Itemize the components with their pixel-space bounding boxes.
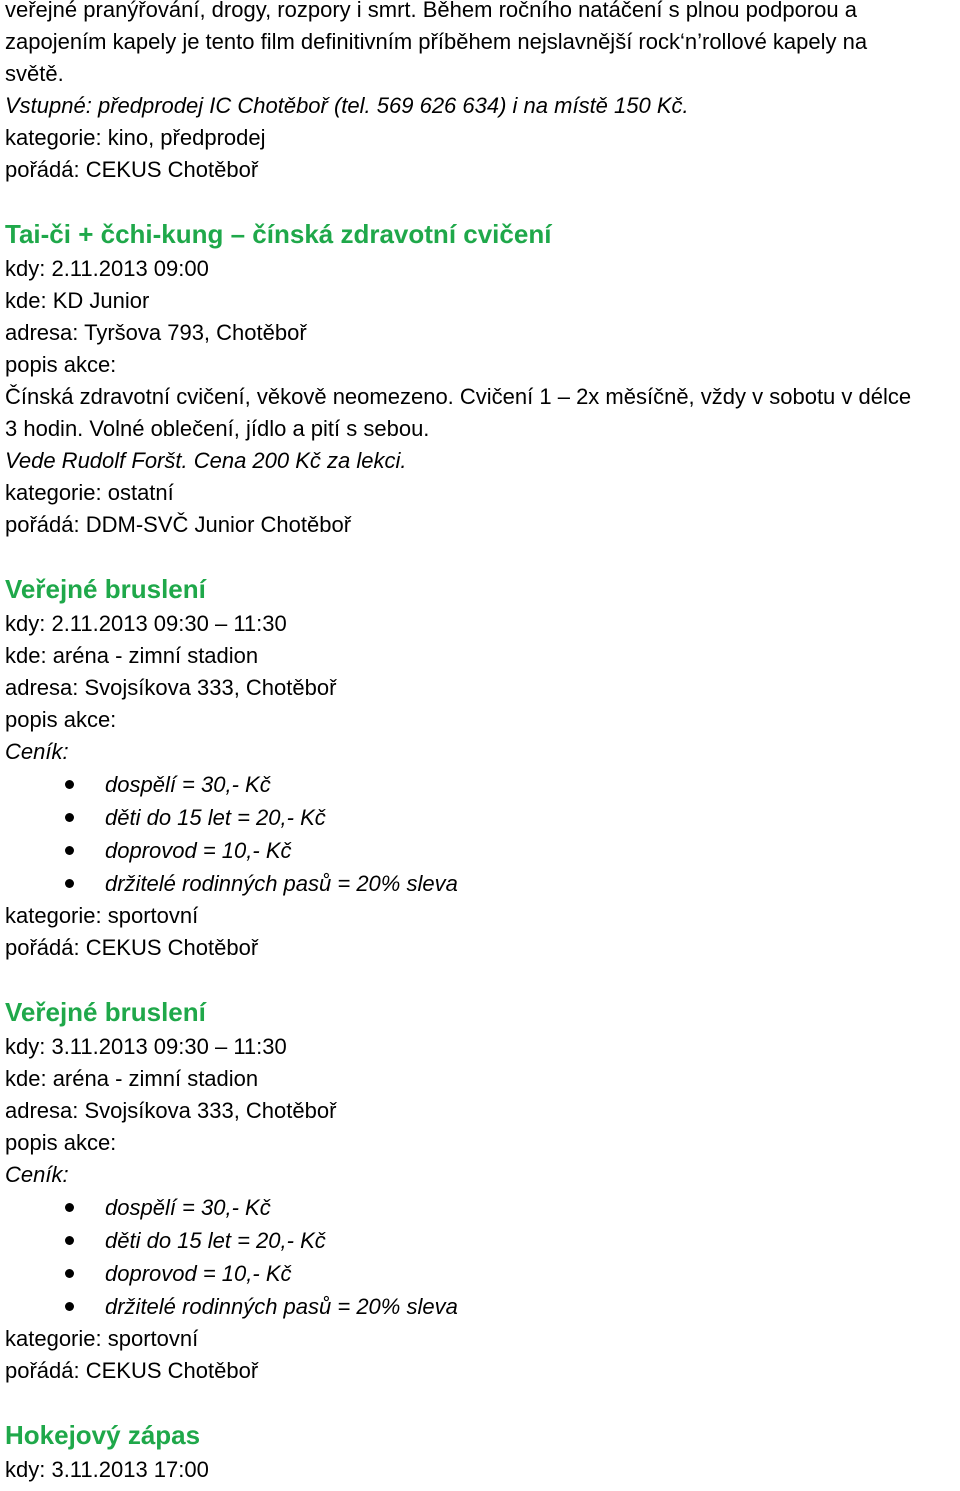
price-item-text: držitelé rodinných pasů = 20% sleva	[105, 1294, 458, 1319]
event-kategorie: kategorie: sportovní	[5, 903, 199, 928]
event-popis-line: 3 hodin. Volné oblečení, jídlo a pití s sebou.	[5, 416, 430, 441]
event-popis-line: Čínská zdravotní cvičení, věkově neomezeno. Cvičení 1 – 2x měsíčně, vždy v sobotu v délce	[5, 384, 912, 409]
price-item	[5, 867, 955, 900]
intro-line: zapojením kapely je tento film definitivním příběhem nejslavnější rock‘n’rollové kapely na	[5, 29, 868, 54]
bullet-icon	[65, 1302, 74, 1311]
price-item	[5, 1290, 955, 1323]
event-taici	[5, 215, 955, 541]
intro-kategorie: kategorie: kino, předprodej	[5, 125, 266, 150]
price-item	[5, 1224, 955, 1257]
event-kategorie: kategorie: ostatní	[5, 480, 174, 505]
document-page	[5, 0, 955, 1486]
event-popis-label: popis akce:	[5, 352, 117, 377]
intro-line: světě.	[5, 61, 64, 86]
bullet-icon	[65, 1269, 74, 1278]
price-list	[5, 768, 955, 900]
bullet-icon	[65, 780, 74, 789]
event-kdy: kdy: 2.11.2013 09:00	[5, 256, 209, 281]
event-adresa: adresa: Svojsíkova 333, Chotěboř	[5, 1098, 337, 1123]
price-item	[5, 834, 955, 867]
event-title: Veřejné bruslení	[5, 574, 206, 604]
event-kategorie: kategorie: sportovní	[5, 1326, 199, 1351]
event-adresa: adresa: Tyršova 793, Chotěboř	[5, 320, 307, 345]
price-list	[5, 1191, 955, 1323]
event-kde: kde: aréna - zimní stadion	[5, 643, 259, 668]
event-title: Veřejné bruslení	[5, 997, 206, 1027]
price-item-text: děti do 15 let = 20,- Kč	[105, 1228, 326, 1253]
bullet-icon	[65, 1236, 74, 1245]
event-bruslení-1	[5, 570, 955, 964]
price-item-text: doprovod = 10,- Kč	[105, 1261, 292, 1286]
price-item-text: držitelé rodinných pasů = 20% sleva	[105, 871, 458, 896]
event-kdy: kdy: 3.11.2013 17:00	[5, 1457, 209, 1482]
price-item-text: dospělí = 30,- Kč	[105, 1195, 271, 1220]
event-popis-italic: Vede Rudolf Foršt. Cena 200 Kč za lekci.	[5, 448, 407, 473]
event-cenik-label: Ceník:	[5, 739, 69, 764]
event-cenik-label: Ceník:	[5, 1162, 69, 1187]
intro-section	[5, 0, 955, 186]
bullet-icon	[65, 846, 74, 855]
event-bruslení-2	[5, 993, 955, 1387]
event-title: Hokejový zápas	[5, 1420, 201, 1450]
intro-porada: pořádá: CEKUS Chotěboř	[5, 157, 259, 182]
event-kde: kde: KD Junior	[5, 288, 150, 313]
price-item	[5, 768, 955, 801]
event-title: Tai-či + čchi-kung – čínská zdravotní cvičení	[5, 219, 552, 249]
event-kdy: kdy: 3.11.2013 09:30 – 11:30	[5, 1034, 287, 1059]
intro-vstupne: Vstupné: předprodej IC Chotěboř (tel. 569 626 634) i na místě 150 Kč.	[5, 93, 689, 118]
bullet-icon	[65, 879, 74, 888]
event-kde: kde: aréna - zimní stadion	[5, 1066, 259, 1091]
event-kdy: kdy: 2.11.2013 09:30 – 11:30	[5, 611, 287, 636]
price-item	[5, 1191, 955, 1224]
price-item-text: dospělí = 30,- Kč	[105, 772, 271, 797]
intro-line: veřejné pranýřování, drogy, rozpory i smrt. Během ročního natáčení s plnou podporou a	[5, 0, 857, 22]
event-porada: pořádá: CEKUS Chotěboř	[5, 1358, 259, 1383]
price-item-text: doprovod = 10,- Kč	[105, 838, 292, 863]
price-item	[5, 801, 955, 834]
event-hokej	[5, 1416, 955, 1486]
bullet-icon	[65, 813, 74, 822]
event-porada: pořádá: CEKUS Chotěboř	[5, 935, 259, 960]
event-popis-label: popis akce:	[5, 707, 117, 732]
bullet-icon	[65, 1203, 74, 1212]
event-porada: pořádá: DDM-SVČ Junior Chotěboř	[5, 512, 352, 537]
event-popis-label: popis akce:	[5, 1130, 117, 1155]
price-item	[5, 1257, 955, 1290]
event-adresa: adresa: Svojsíkova 333, Chotěboř	[5, 675, 337, 700]
price-item-text: děti do 15 let = 20,- Kč	[105, 805, 326, 830]
